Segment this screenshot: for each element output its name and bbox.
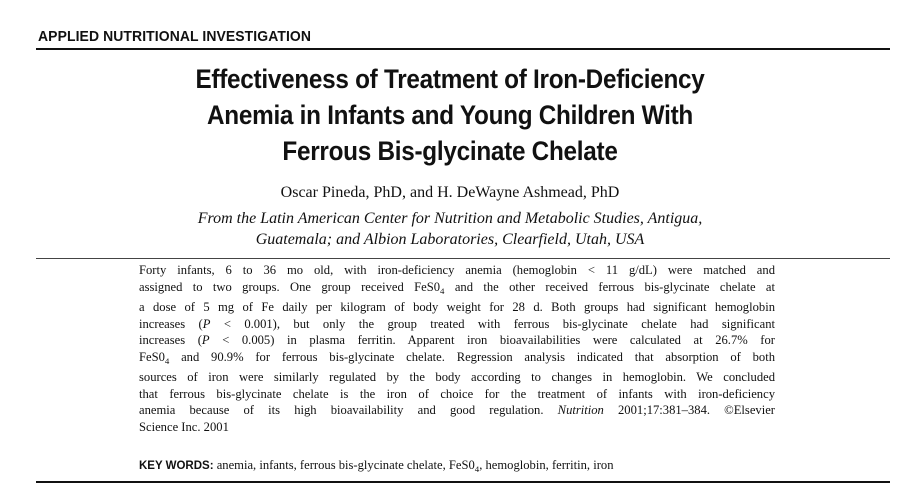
affiliation-line-1: From the Latin American Center for Nutrition and Metabolic Studies, Antigua,	[197, 210, 703, 227]
abstract-line: a dose of 5 mg of Fe daily per kilogram of body weight for 28 d. Both groups had significant hemoglobin	[139, 300, 775, 314]
authors: Oscar Pineda, PhD, and H. DeWayne Ashmead, PhD	[280, 184, 620, 201]
abstract-line: $FeS0_4$ and 90.9% for ferrous bis-glycinate chelate. Regression analysis indicated that absorption of both	[139, 349, 775, 366]
abstract	[139, 262, 775, 435]
abstract-line: assigned to two groups. One group received $FeS0_4$ and the other received ferrous bis-glycinate chelate at	[139, 279, 775, 296]
title-line-2: Anemia in Infants and Young Children With	[207, 100, 693, 130]
abstract-line: Science Inc. 2001	[139, 419, 229, 434]
abstract-line: Forty infants, 6 to 36 mo old, with iron-deficiency anemia (hemoglobin < 11 g/dL) were matched and	[139, 263, 775, 277]
title-line-3: Ferrous Bis-glycinate Chelate	[282, 136, 618, 166]
key-words-label: KEY WORDS:	[139, 460, 214, 472]
affiliation	[0, 208, 900, 250]
abstract-line: increases (P < 0.005) in plasma ferritin. Apparent iron bioavailabilities were calculated at 26.7% for	[139, 333, 775, 347]
section-label: APPLIED NUTRITIONAL INVESTIGATION	[38, 28, 312, 45]
journal-name: Nutrition	[557, 403, 604, 417]
abstract-line: anemia because of its high bioavailability and good regulation. Nutrition 2001;17:381–384. ©Elsevier	[139, 403, 775, 417]
bottom-rule	[36, 481, 890, 483]
article-title	[0, 61, 900, 169]
abstract-line: increases (P < 0.001), but only the group treated with ferrous bis-glycinate chelate had significant	[139, 316, 775, 331]
affiliation-line-2: Guatemala; and Albion Laboratories, Clearfield, Utah, USA	[255, 231, 645, 248]
key-words: KEY WORDS: anemia, infants, ferrous bis-glycinate chelate, $FeS0_4$, hemoglobin, ferritin, iron	[139, 458, 614, 474]
top-rule	[36, 48, 890, 50]
abstract-divider	[36, 258, 890, 259]
abstract-line: sources of iron were similarly regulated by the body according to changes in hemoglobin. We concluded	[139, 370, 775, 384]
title-line-1: Effectiveness of Treatment of Iron-Deficiency	[195, 64, 705, 94]
abstract-line: that ferrous bis-glycinate chelate is the iron of choice for the treatment of infants with iron-deficiency	[139, 386, 775, 401]
